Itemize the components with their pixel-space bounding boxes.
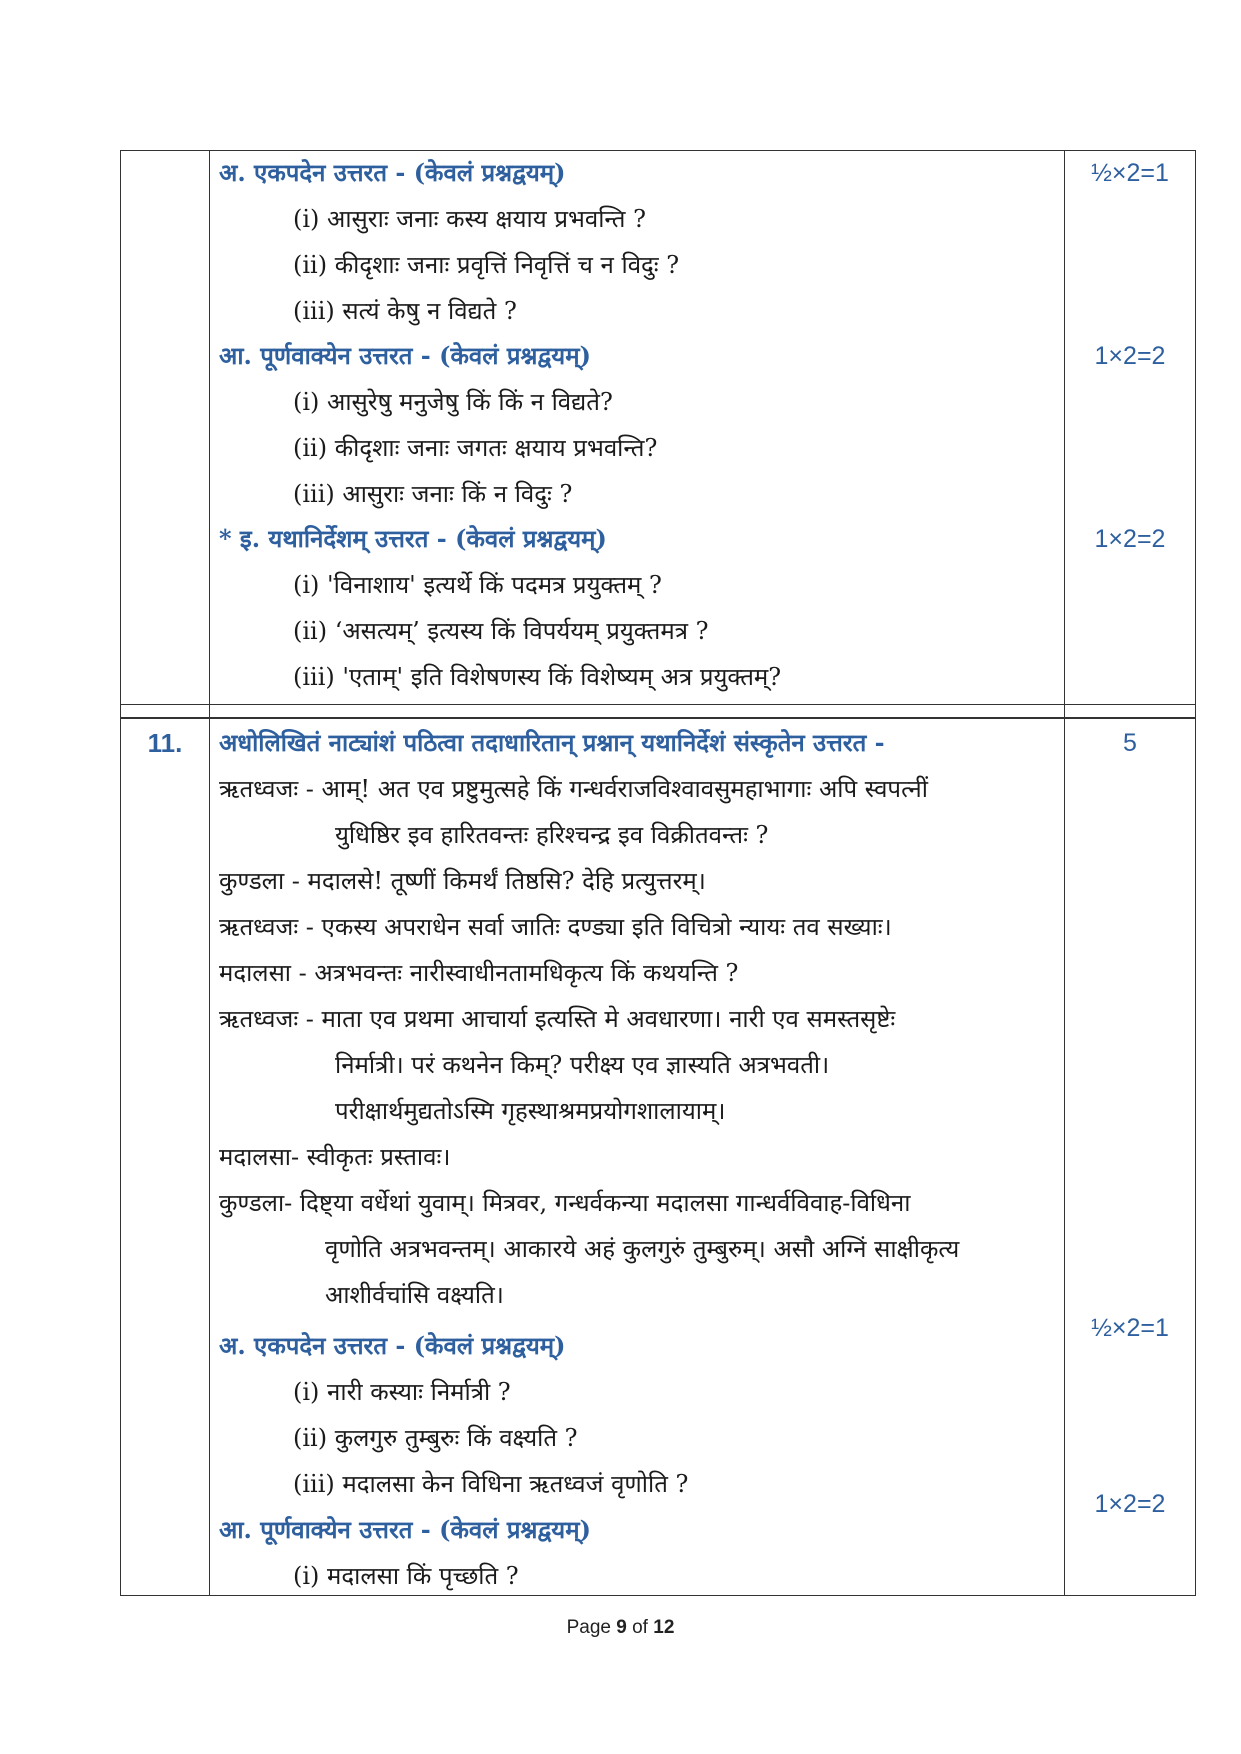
dialog-line: युधिष्ठिर इव हारितवन्तः हरिश्चन्द्र इव विक्रीतवन्तः ?: [335, 821, 769, 849]
dialog-line: कुण्डला- दिष्ट्या वर्धेथां युवाम्। मित्रवर, गन्धर्वकन्या मदालसा गान्धर्वविवाह-विधिना: [219, 1189, 911, 1217]
list-item: (i) आसुरेषु मनुजेषु किं किं न विद्यते?: [293, 388, 613, 416]
dialog-line: वृणोति अत्रभवन्तम्। आकारये अहं कुलगुरुं तुम्बुरुम्। असौ अग्निं साक्षीकृत्य: [325, 1235, 960, 1263]
dialog-line: आशीर्वचांसि वक्ष्यति।: [325, 1281, 504, 1309]
dialog-line: ऋतध्वजः - एकस्य अपराधेन सर्वा जातिः दण्ड्या इति विचित्रो न्यायः तव सख्याः।: [219, 913, 892, 941]
list-item: (i) 'विनाशाय' इत्यर्थे किं पदमत्र प्रयुक्तम् ?: [293, 571, 662, 599]
of-label: of: [632, 1617, 648, 1638]
dialog-line: ऋतध्वजः - माता एव प्रथमा आचार्या इत्यस्ति मे अवधारणा। नारी एव समस्तसृष्टेः: [219, 1005, 896, 1033]
page-label: Page: [566, 1617, 611, 1638]
dialog-line: ऋतध्वजः - आम्! अत एव प्रष्टुमुत्सहे किं गन्धर्वराजविश्वावसुमहाभागाः अपि स्वपत्नीं: [219, 775, 928, 803]
list-item: (iii) सत्यं केषु न विद्यते ?: [293, 297, 517, 325]
separator-line: [209, 705, 210, 717]
marks-b: 1×2=2: [1094, 342, 1166, 370]
page-number: 9: [616, 1617, 627, 1638]
list-item: (i) आसुराः जनाः कस्य क्षयाय प्रभवन्ति ?: [293, 205, 646, 233]
list-item: (ii) ‘असत्यम्’ इत्यस्य किं विपर्ययम् प्रयुक्तमत्र ?: [293, 617, 709, 645]
list-item: (iii) मदालसा केन विधिना ऋतध्वजं वृणोति ?: [293, 1470, 689, 1498]
dialog-line: परीक्षार्थमुद्यतोऽस्मि गृहस्थाश्रमप्रयोगशालायाम्।: [335, 1097, 726, 1125]
table-separator: [120, 705, 1196, 718]
question-number-cell: [121, 719, 210, 1595]
dialog-line: मदालसा- स्वीकृतः प्रस्तावः।: [219, 1143, 451, 1171]
marks-b: 1×2=2: [1094, 1490, 1166, 1518]
list-item: (ii) कीदृशाः जनाः जगतः क्षयाय प्रभवन्ति?: [293, 434, 658, 462]
answer-table-block-1: [120, 150, 1196, 705]
separator-line: [1064, 705, 1065, 717]
dialog-line: कुण्डला - मदालसे! तूष्णीं किमर्थं तिष्ठसि? देहि प्रत्युत्तरम्।: [219, 867, 706, 895]
page-footer: [0, 1617, 1241, 1639]
question-number-cell: [121, 151, 210, 704]
question-instruction: अधोलिखितं नाट्यांशं पठित्वा तदाधारितान् प्रश्नान् यथानिर्देशं संस्कृतेन उत्तरत -: [219, 728, 885, 757]
marks-a: ½×2=1: [1091, 1314, 1169, 1342]
marks-cell: [1064, 719, 1195, 1595]
answer-table-block-2: [120, 718, 1196, 1596]
list-item: (iii) आसुराः जनाः किं न विदुः ?: [293, 480, 573, 508]
list-item: (ii) कुलगुरु तुम्बुरुः किं वक्ष्यति ?: [293, 1424, 578, 1452]
section-b-heading: आ. पूर्णवाक्येन उत्तरत - (केवलं प्रश्नद्वयम्): [219, 341, 591, 370]
section-a-heading: अ. एकपदेन उत्तरत - (केवलं प्रश्नद्वयम्): [219, 158, 566, 187]
dialog-line: निर्मात्री। परं कथनेन किम्? परीक्ष्य एव ज्ञास्यति अत्रभवती।: [335, 1051, 830, 1079]
marks-total: 5: [1123, 729, 1137, 757]
marks-a: ½×2=1: [1091, 159, 1169, 187]
page-total: 12: [653, 1617, 675, 1638]
question-number: 11.: [147, 728, 183, 758]
list-item: (iii) 'एताम्' इति विशेषणस्य किं विशेष्यम् अत्र प्रयुक्तम्?: [293, 663, 782, 691]
section-c-heading: * इ. यथानिर्देशम् उत्तरत - (केवलं प्रश्नद्वयम्): [219, 524, 607, 553]
list-item: (i) नारी कस्याः निर्मात्री ?: [293, 1378, 511, 1406]
section-a-heading: अ. एकपदेन उत्तरत - (केवलं प्रश्नद्वयम्): [219, 1331, 566, 1360]
section-b-heading: आ. पूर्णवाक्येन उत्तरत - (केवलं प्रश्नद्वयम्): [219, 1515, 591, 1544]
marks-c: 1×2=2: [1094, 525, 1166, 553]
dialog-line: मदालसा - अत्रभवन्तः नारीस्वाधीनतामधिकृत्य किं कथयन्ति ?: [219, 959, 739, 987]
list-item: (ii) कीदृशाः जनाः प्रवृत्तिं निवृत्तिं च न विदुः ?: [293, 251, 680, 279]
list-item: (i) मदालसा किं पृच्छति ?: [293, 1562, 519, 1590]
marks-cell: [1064, 151, 1195, 704]
